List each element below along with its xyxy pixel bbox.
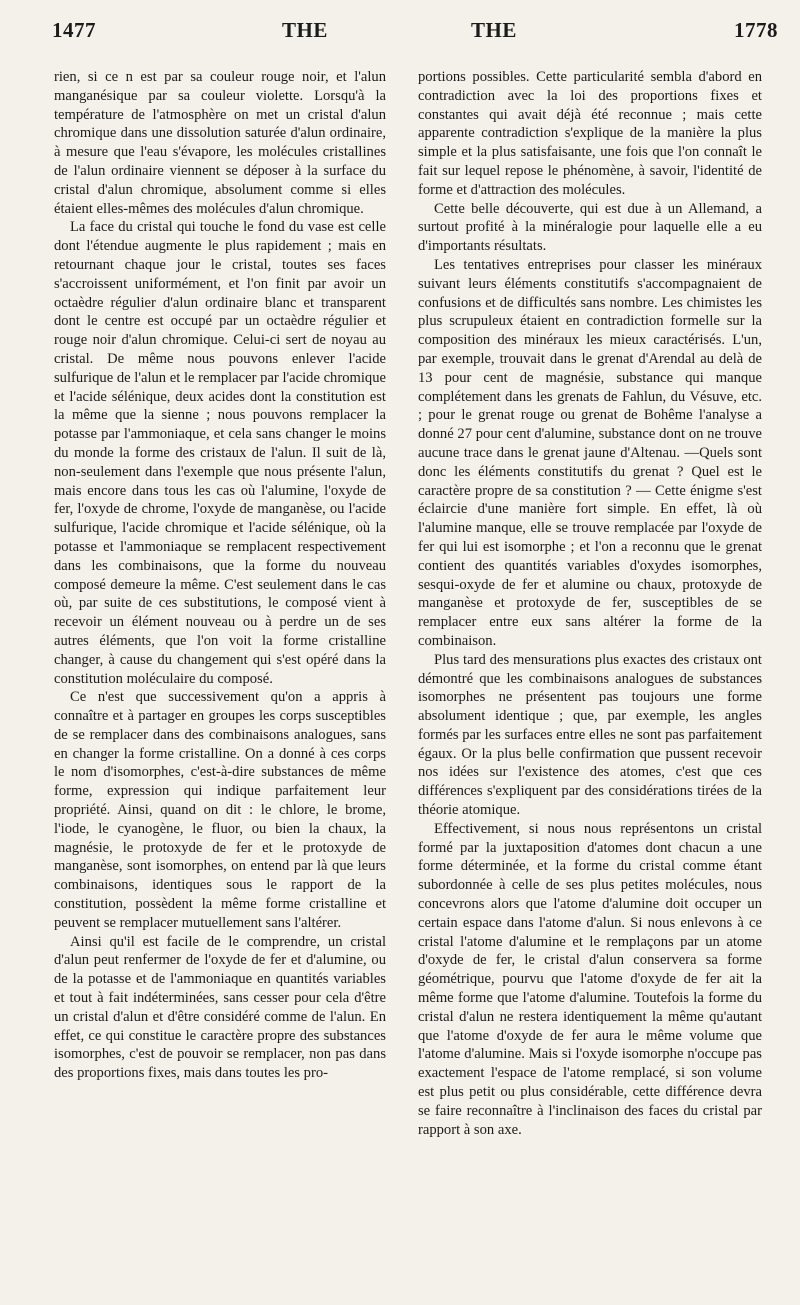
left-text-column [54,68,386,1083]
right-running-title: THE [471,18,517,42]
paragraph: La face du cristal qui touche le fond du vase est celle dont l'étendue augmente le plus rapidement ; mais en retournant chaque jour le cristal, toutes ses faces s'accroissent uniformément, et l'on finit par avoir un octaèdre régulier d'alun ordinaire blanc et transparent dont le centre est occupé par un octaèdre régulier et rouge noir d'alun chromique. Celui-ci sert de noyau au cristal. De même nous pouvons enlever l'acide sulfurique de l'alun et le remplacer par l'acide chromique et l'acide sélénique, deux acides dont la constitution est la même que la sienne ; nous pouvons remplacer la potasse par l'ammoniaque, et cela sans changer le moins du monde la forme des cristaux de l'alun. Il suit de là, non-seulement dans l'exemple que nous présente l'alun, mais encore dans tous les cas où l'alumine, l'oxyde de fer, l'oxyde de chrome, l'oxyde de manganèse, ou l'acide sulfurique, l'acide chromique et l'acide sélénique, où la potasse et l'ammoniaque se remplacent respectivement dans les combinaisons, que la forme du nouveau composé demeure la même. C'est seulement dans le cas où, par suite de ces substitutions, le composé vient à recevoir un élément nouveau ou à perdre un de ses autres éléments, que l'on voit la forme cristalline changer, à cause du changement qui s'est opéré dans la constitution moléculaire du composé. [54,219,386,687]
paragraph: Les tentatives entreprises pour classer les minéraux suivant leurs éléments constitutifs s'accompagnaient de confusions et de difficultés sans nombre. Les chimistes les plus scrupuleux étaient en contradiction formelle sur la composition des minéraux les mieux caractérisés. L'un, par exemple, trouvait dans le grenat d'Arendal au delà de 13 pour cent de magnésie, substance qui manque complétement dans les grenats de Fahlun, du Vésuve, etc. ; pour le grenat rouge ou grenat de Bohême l'analyse a donné 27 pour cent d'alumine, substance dont on ne trouve aucune trace dans le grenat jaune d'Altenau. —Quels sont donc les éléments constitutifs du grenat ? Quel est le caractère propre de sa constitution ? — Cette énigme s'est éclaircie d'une manière fort simple. En effet, là où l'alumine manque, elle se trouve remplacée par l'oxyde de fer qui lui est isomorphe ; et l'on a reconnu que le grenat contient des quantités variables d'oxydes isomorphes, sesqui-oxyde de fer et alumine ou chaux, protoxyde de manganèse et protoxyde de fer, susceptibles de se remplacer entre eux sans altérer la forme de la combinaison. [418,256,762,649]
paragraph: Cette belle découverte, qui est due à un Allemand, a surtout profité à la minéralogie pour laquelle elle a eu d'importants résultats. [418,200,762,255]
paragraph: rien, si ce n est par sa couleur rouge noir, et l'alun manganésique par sa couleur violette. Lorsqu'à la température de l'atmosphère on met un cristal d'alun chromique dans une dissolution saturée d'alun ordinaire, à mesure que l'eau s'évapore, les molécules cristallines de l'alun ordinaire viennent se déposer à la surface du cristal d'alun chromique, absolument comme si elles étaient elles-mêmes des molécules d'alun chromique. [54,69,386,217]
left-page-number: 1477 [52,18,96,42]
right-page-number: 1778 [734,18,778,42]
running-header [52,18,778,54]
paragraph: Plus tard des mensurations plus exactes des cristaux ont démontré que les combinaisons analogues de substances isomorphes ne présentent pas toujours une forme absolument identique ; que, par exemple, les angles formés par les surfaces entre elles ne sont pas parfaitement égaux. Or la plus belle confirmation que pussent recevoir nos idées sur l'existence des atomes, c'est que ces différences s'expliquent par des considérations tirées de la théorie atomique. [418,651,762,819]
left-running-title: THE [282,18,328,42]
paragraph: portions possibles. Cette particularité sembla d'abord en contradiction avec la loi des proportions fixes et constantes qui avait déjà été reconnue ; mais cette apparente contradiction s'explique de la manière la plus simple et la plus satisfaisante, une fois que l'on connaît le fait sur lequel repose le phénomène, à savoir, l'identité de forme et d'attraction des molécules. [418,69,762,198]
paragraph: Ce n'est que successivement qu'on a appris à connaître et à partager en groupes les corps susceptibles de se remplacer dans des combinaisons analogues, sans en changer la forme cristalline. On a donné à ces corps le nom d'isomorphes, c'est-à-dire substances de même forme, expression qui indique parfaitement leur propriété. Ainsi, quand on dit : le chlore, le brome, l'iode, le cyanogène, le fluor, ou bien la chaux, la magnésie, le protoxyde de fer et le protoxyde de manganèse, sont isomorphes, on entend par là que leurs combinaisons, identiques sous le rapport de la constitution, possèdent la même forme cristalline et peuvent se remplacer mutuellement sans l'altérer. [54,689,386,931]
right-text-column [418,68,762,1139]
paragraph: Effectivement, si nous nous représentons un cristal formé par la juxtaposition d'atomes dont chacun a une forme déterminée, et la forme du cristal comme étant subordonnée à celle de ses plus petites molécules, nous concevrons alors que l'atome d'alumine doit occuper un certain espace dans l'atome d'alun. Si nous enlevons à ce cristal l'atome d'alumine et le remplaçons par un atome d'oxyde de fer, le cristal d'alun conservera sa forme géométrique, pourvu que l'atome d'oxyde de fer ait la même forme que l'atome d'alumine. Toutefois la forme du cristal d'alun ne restera identiquement la même qu'autant que l'atome d'oxyde de fer aura le même volume que l'atome d'alumine. Mais si l'oxyde isomorphe n'occupe pas exactement l'espace de l'atome remplacé, si son volume est plus petit ou plus considérable, cette différence devra se faire reconnaître à l'inclinaison des faces du cristal par rapport à son axe. [418,820,762,1138]
paragraph: Ainsi qu'il est facile de le comprendre, un cristal d'alun peut renfermer de l'oxyde de fer et d'alumine, ou de la potasse et de l'ammoniaque en quantités variables et tout à fait indéterminées, sans cesser pour cela d'être un cristal d'alun et d'être considéré comme de l'alun. En effet, ce qui constitue le caractère propre des substances isomorphes, c'est de pouvoir se remplacer, non pas dans des proportions fixes, mais dans toutes les pro- [54,933,386,1082]
